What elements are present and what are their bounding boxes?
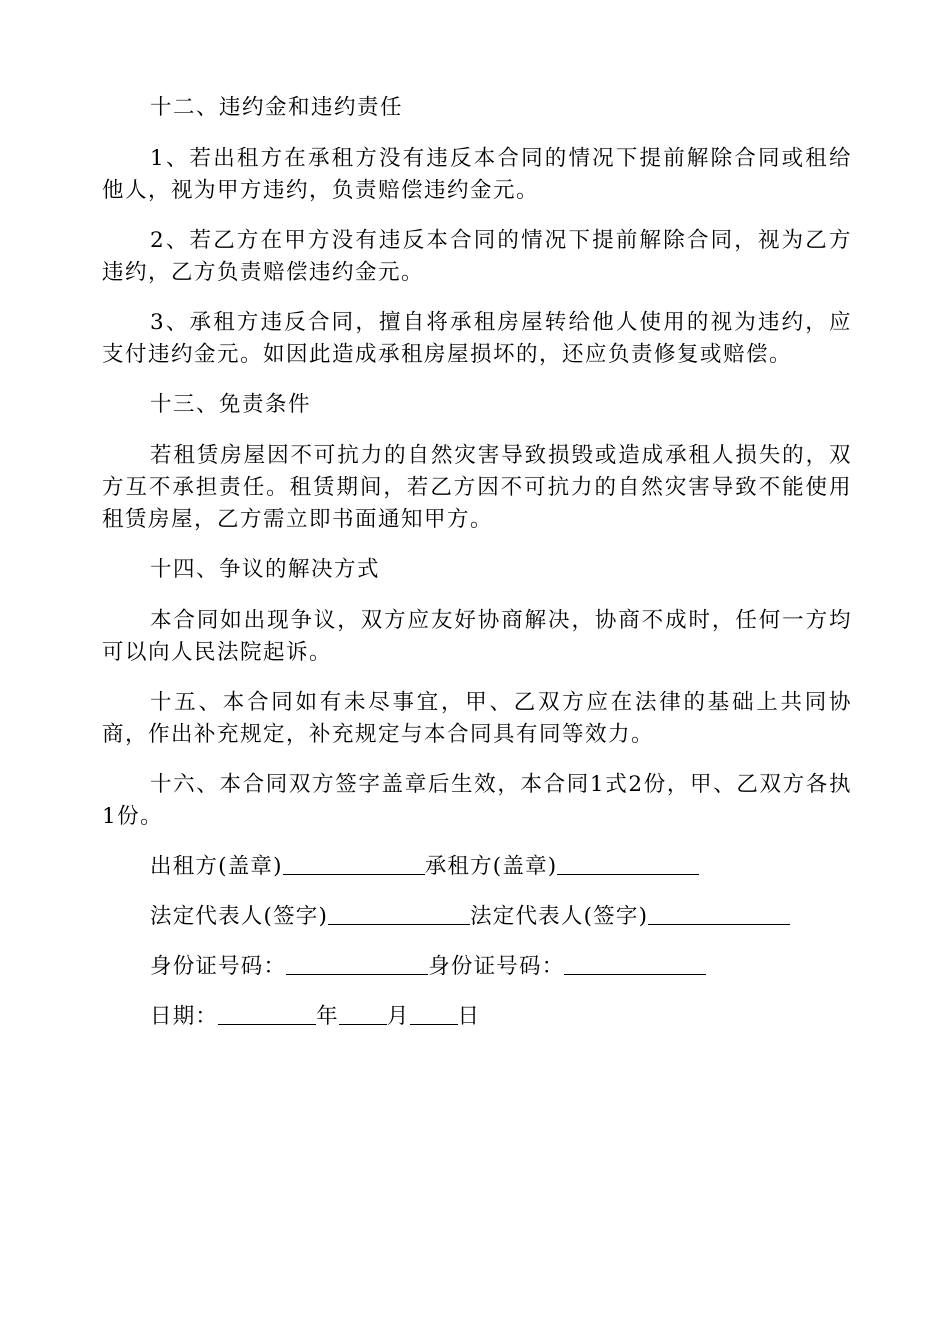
section-14-title: 十四、争议的解决方式 (150, 557, 381, 582)
id-blank-1[interactable] (286, 952, 428, 975)
lessee-seal-label: 承租方(盖章) (424, 854, 558, 879)
month-blank[interactable] (339, 1002, 387, 1025)
rep-sign-blank-2[interactable] (648, 902, 790, 925)
month-label: 月 (386, 1004, 410, 1029)
signature-row-representative (102, 901, 852, 933)
lessor-seal-blank[interactable] (283, 852, 425, 875)
signature-row-id (102, 951, 852, 983)
section-12-item-1: 1、若出租方在承租方没有违反本合同的情况下提前解除合同或租给他人，视为甲方违约，负责赔偿违约金元。 (102, 146, 852, 203)
day-label: 日 (457, 1004, 481, 1029)
rep-sign-label-2: 法定代表人(签字) (470, 904, 649, 929)
rep-sign-blank-1[interactable] (328, 902, 470, 925)
year-label: 年 (316, 1004, 339, 1029)
section-14-body: 本合同如出现争议，双方应友好协商解决，协商不成时，任何一方均可以向人民法院起诉。 (102, 608, 852, 665)
day-blank[interactable] (410, 1002, 458, 1025)
section-12-item-3: 3、承租方违反合同，擅自将承租房屋转给他人使用的视为违约，应支付违约金元。如因此造成承租房屋损坏的，还应负责修复或赔偿。 (102, 310, 852, 367)
id-blank-2[interactable] (564, 952, 706, 975)
section-13-body: 若租赁房屋因不可抗力的自然灾害导致损毁或造成承租人损失的，双方互不承担责任。租赁期间，若乙方因不可抗力的自然灾害导致不能使用租赁房屋，乙方需立即书面通知甲方。 (102, 443, 852, 532)
id-label-2: 身份证号码： (428, 954, 565, 979)
id-label-1: 身份证号码： (150, 954, 287, 979)
signature-row-date (102, 1001, 852, 1033)
rep-sign-label-1: 法定代表人(签字) (150, 904, 329, 929)
lessor-seal-label: 出租方(盖章) (150, 854, 283, 879)
section-16: 十六、本合同双方签字盖章后生效，本合同1式2份，甲、乙双方各执1份。 (102, 772, 852, 829)
lessee-seal-blank[interactable] (557, 852, 699, 875)
section-12-title: 十二、违约金和违约责任 (150, 95, 404, 120)
date-label: 日期： (150, 1004, 219, 1029)
contract-page (102, 92, 852, 1051)
section-13-title: 十三、免责条件 (150, 392, 312, 417)
section-15: 十五、本合同如有未尽事宜，甲、乙双方应在法律的基础上共同协商，作出补充规定，补充规定与本合同具有同等效力。 (102, 690, 852, 747)
year-blank[interactable] (218, 1002, 316, 1025)
signature-row-seal (102, 851, 852, 883)
section-12-item-2: 2、若乙方在甲方没有违反本合同的情况下提前解除合同，视为乙方违约，乙方负责赔偿违约金元。 (102, 228, 852, 285)
